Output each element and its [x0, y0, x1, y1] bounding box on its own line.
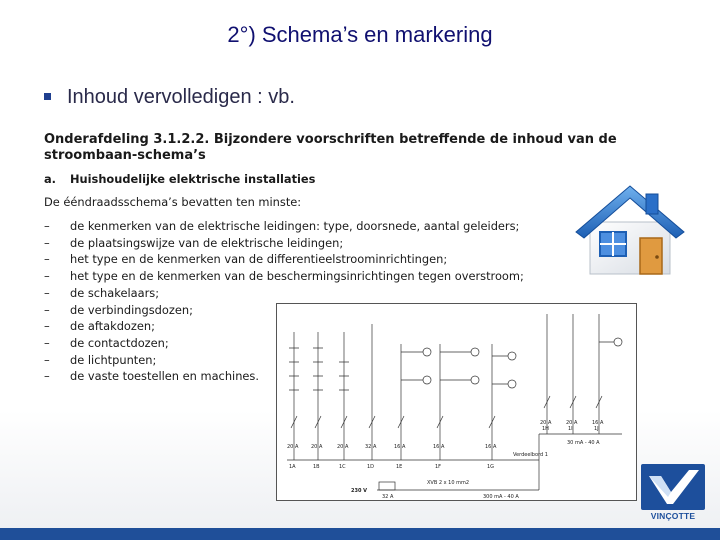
svg-text:30 mA - 40 A: 30 mA - 40 A	[567, 440, 600, 446]
logo-mark	[641, 464, 705, 510]
svg-text:32 A: 32 A	[382, 494, 394, 500]
list-item: – de lichtpunten;	[44, 352, 157, 367]
subheading-title: Huishoudelijke elektrische installaties	[70, 172, 316, 186]
vincotte-logo	[641, 464, 705, 522]
svg-text:1B: 1B	[313, 464, 320, 470]
bottom-bar	[0, 528, 720, 540]
list-item: – de vaste toestellen en machines.	[44, 369, 259, 384]
logo-text: VINÇOTTE	[650, 511, 696, 521]
svg-text:Verdeelbord 1: Verdeelbord 1	[513, 452, 548, 458]
svg-text:20 A: 20 A	[311, 444, 323, 450]
bullet-text: Inhoud vervolledigen : vb.	[67, 86, 295, 108]
list-item: – de kenmerken van de elektrische leidingen: type, doorsnede, aantal geleiders;	[44, 219, 520, 233]
list-item: – de schakelaars;	[44, 285, 160, 300]
document-intro: De ééndraadsschema’s bevatten ten minste:	[44, 195, 302, 209]
svg-text:1A: 1A	[289, 464, 296, 470]
svg-text:1I: 1I	[568, 426, 573, 432]
svg-text:230 V: 230 V	[351, 488, 368, 494]
list-item: – de verbindingsdozen;	[44, 302, 193, 317]
svg-text:32 A: 32 A	[365, 444, 377, 450]
svg-text:1E: 1E	[396, 464, 403, 470]
svg-text:1H: 1H	[542, 426, 549, 432]
svg-text:1F: 1F	[435, 464, 442, 470]
list-item: – het type en de kenmerken van de differentieelstroominrichtingen;	[44, 252, 448, 267]
list-item: – de aftakdozen;	[44, 319, 155, 334]
svg-text:300 mA - 40 A: 300 mA - 40 A	[483, 494, 519, 500]
check-v-icon	[641, 464, 705, 510]
list-item: – het type en de kenmerken van de beschermingsinrichtingen tegen overstroom;	[44, 269, 524, 284]
svg-text:20 A: 20 A	[566, 420, 578, 426]
svg-text:XVB 2 x 10 mm2: XVB 2 x 10 mm2	[427, 480, 470, 486]
bullet-square-icon	[44, 93, 51, 100]
svg-text:16 A: 16 A	[485, 444, 497, 450]
svg-text:1C: 1C	[339, 464, 346, 470]
svg-text:1G: 1G	[487, 464, 495, 470]
svg-text:16 A: 16 A	[433, 444, 445, 450]
document-heading: Onderafdeling 3.1.2.2. Bijzondere voorschriften betreffende de inhoud van de stroombaan-schema’s	[44, 132, 617, 163]
bullet-item	[44, 86, 295, 109]
svg-text:16 A: 16 A	[592, 420, 604, 426]
list-item: – de contactdozen;	[44, 335, 169, 350]
svg-text:16 A: 16 A	[394, 444, 406, 450]
svg-text:20 A: 20 A	[540, 420, 552, 426]
slide-title: 2°) Schema’s en markering	[227, 22, 493, 47]
svg-text:20 A: 20 A	[287, 444, 299, 450]
house-icon	[572, 180, 688, 280]
svg-text:1J: 1J	[594, 426, 599, 432]
svg-text:20 A: 20 A	[337, 444, 349, 450]
svg-text:1D: 1D	[367, 464, 375, 470]
subheading-tag: a.	[44, 172, 57, 186]
document-subheading	[44, 172, 664, 186]
wiring-diagram	[276, 303, 637, 501]
list-item: – de plaatsingswijze van de elektrische leidingen;	[44, 235, 344, 250]
